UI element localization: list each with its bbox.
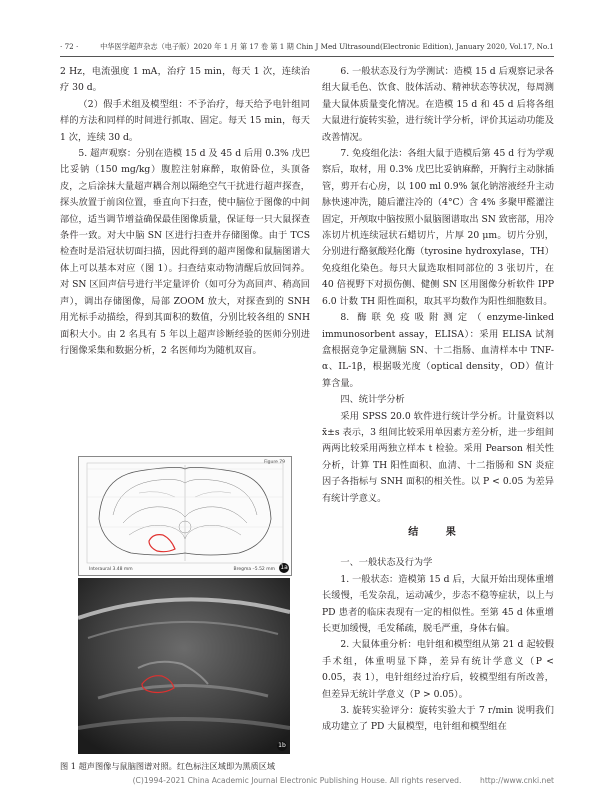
- running-head: 中华医学超声杂志（电子版）2020 年 1 月 第 17 卷 第 1 期 Chin J Med Ultrasound(Electronic Edition), January 2020, Vol.17, No.1: [100, 42, 554, 51]
- results-heading: 结 果: [408, 526, 468, 538]
- figure-caption: 图 1 超声图像与鼠脑图谱对照。红色标注区域即为黑质区域: [60, 761, 276, 771]
- atlas-interaural-label: Interaural 3.48 mm: [89, 567, 133, 572]
- ultrasound-drawing: [78, 578, 290, 754]
- paragraph: 采用 SPSS 20.0 软件进行统计学分析。计量资料以 x̄±s 表示，3 组间比较采用单因素方差分析，进一步组间两两比较采用两独立样本 t 检验。采用 Pearson 相关性分析，计算 TH 阳性面积、血清、十二指肠和 SN 炎症因子各指标与 SNH 面积的相关性。以 P < 0.05 为差异有统计学意义。: [322, 410, 554, 504]
- left-column: [60, 64, 310, 359]
- paragraph: 2. 大鼠体重分析：电针组和模型组从第 21 d 起较假手术组，体重明显下降，差异有统计学意义（P < 0.05，表 1），电针组经过治疗后，较模型组有所改善，但差异无统计学意义（P > 0.05）。: [322, 639, 554, 700]
- section-heading: 四、统计学分析: [340, 394, 405, 406]
- panel-label-1a: 1a: [280, 564, 288, 571]
- page-footer: [0, 776, 594, 785]
- paragraph: 5. 超声观察：分别在造模 15 d 及 45 d 后用 0.3% 戊巴比妥钠（150 mg/kg）腹腔注射麻醉，取俯卧位，头顶备皮，之后涂抹大量超声耦合剂以隔绝空气干扰进行超声探查，探头放置于前囟位置，垂直向下扫查，使中脑位于图像的中间部位，适当调节增益确保最佳图像质量，保证每一只大鼠探查条件一致。对大中脑 SN 区进行扫查并存储图像。由于 TCS 检查时是沿冠状切面扫描，因此得到的超声图像和鼠脑图谱大体上可以基本对应（图 1）。扫查结束动物清醒后放回饲养。对 SN 区回声信号进行半定量评价（如可分为高回声、稍高回声），调出存储图像，局部 ZOOM 放大，对探查到的 SNH 用光标手动描绘，得到其面积的数值，分别比较各组的 SNH 面积大小。由 2 名具有 5 年以上超声诊断经验的医师分别进行图像采集和数据分析，2 名医师均为随机双盲。: [60, 148, 310, 356]
- atlas-figure-number: Figure 79: [264, 460, 285, 465]
- atlas-drawing: [79, 457, 291, 575]
- footer-url: http://www.cnki.net: [480, 776, 554, 785]
- paragraph: 6. 一般状态及行为学测试：造模 15 d 后观察记录各组大鼠毛色、饮食、肢体活动、精神状态等状况，每周测量大鼠体质量变化情况。在造模 15 d 和 45 d 后将各组大鼠进行旋转实验，进行统计学分析，评价其运动功能及改善情况。: [322, 66, 554, 143]
- page-number: · 72 ·: [60, 42, 79, 51]
- paragraph: （2）假手术组及模型组：不予治疗，每天给予电针组同样的方法和同样的时间进行抓取、固定。每天 15 min，每天 1 次，连续 30 d。: [60, 98, 310, 143]
- copyright-text: (C)1994-2021 China Academic Journal Electronic Publishing House. All rights reserved.: [132, 776, 462, 785]
- header-rule: [60, 56, 554, 57]
- section-heading: 一、一般状态及行为学: [340, 557, 433, 569]
- paragraph: 3. 旋转实验评分：旋转实验大于 7 r/min 说明我们成功建立了 PD 大鼠模型，电针组和模型组在: [322, 705, 554, 733]
- atlas-bregma-label: Bregma –5.52 mm: [233, 567, 275, 572]
- figure-1: [60, 456, 310, 773]
- page-header: [60, 40, 554, 54]
- paragraph: 2 Hz，电流强度 1 mA，治疗 15 min，每天 1 次，连续治疗 30 d。: [60, 66, 310, 94]
- panel-label-1b: 1b: [278, 742, 286, 749]
- paragraph: 8. 酶联免疫吸附测定（enzyme-linked immunosorbent assay，ELISA）：采用 ELISA 试剂盒根据竞争定量测脑 SN、十二指肠、血清样本中 TNF-α、IL-1β，根据吸光度（optical density，OD）值计算含量。: [322, 312, 554, 389]
- brain-atlas-image: [78, 456, 292, 576]
- right-column: [322, 64, 554, 736]
- paragraph: 7. 免疫组化法：各组大鼠于造模后第 45 d 行为学观察后，取材，用 0.3% 戊巴比妥钠麻醉，开胸行主动脉插管，剪开右心房，以 100 ml 0.9% 氯化钠溶液经升主动脉快速冲洗，随后灌注冷的（4°C）含 4% 多聚甲醛灌注固定，开颅取中脑按照小鼠脑图谱取出 SN 致密部，用冷冻切片机连续冠状石蜡切片，片厚 20 μm。切片分别，分别进行酪氨酸羟化酶（tyrosine hydroxylase，TH）免疫组化染色。每只大鼠选取相同部位的 3 张切片，在 40 倍视野下对损伤侧、健侧 SN 区用图像分析软件 IPP 6.0 计数 TH 阳性面积，取其平均数作为阳性细胞数目。: [322, 148, 554, 307]
- ultrasound-image: [78, 578, 290, 754]
- paragraph: 1. 一般状态：造模第 15 d 后，大鼠开始出现体重增长缓慢，毛发杂乱，运动减少，步态不稳等症状，以上与 PD 患者的临床表现有一定的相似性。至第 45 d 体重增长更加缓慢，毛发稀疏，脱毛严重，身体右偏。: [322, 573, 554, 634]
